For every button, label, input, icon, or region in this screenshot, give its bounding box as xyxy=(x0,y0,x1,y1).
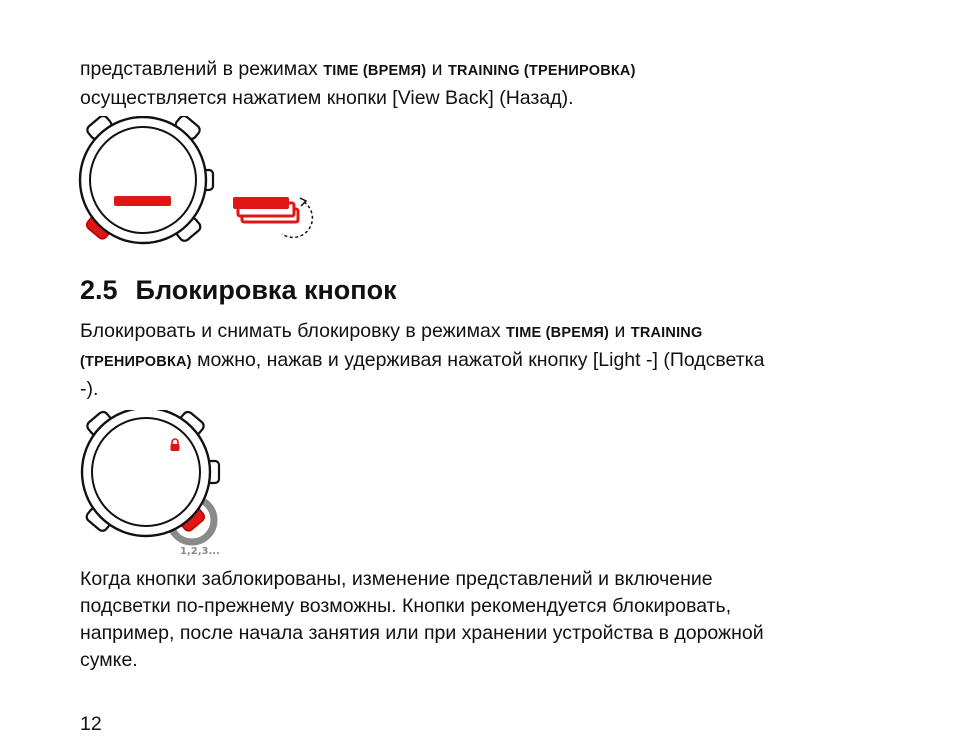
lock-info-paragraph: Когда кнопки заблокированы, изменение представлений и включение подсветки по-прежнему возможны. Кнопки рекомендуется блокировать, например, после начала занятия или при хранении устройства в дорожной сумке. xyxy=(80,568,764,671)
mode-training-label: TRAINING (ТРЕНИРОВКА) xyxy=(448,63,636,79)
section-number: 2.5 xyxy=(80,275,118,305)
lock-paragraph: Блокировать и снимать блокировку в режимах TIME (ВРЕМЯ) и TRAINING (ТРЕНИРОВКА) можно, нажав и удерживая нажатой кнопку [Light -] (Подсветка -). xyxy=(80,320,765,400)
display-bar xyxy=(114,196,171,206)
press-count-label: 1,2,3... xyxy=(180,546,220,557)
watch-lock-illustration xyxy=(78,410,268,560)
page-number: 12 xyxy=(80,713,102,735)
watch-face xyxy=(92,418,200,526)
intro-paragraph: представлений в режимах TIME (ВРЕМЯ) и TRAINING (ТРЕНИРОВКА) осуществляется нажатием кнопки [View Back] (Назад). xyxy=(80,58,636,109)
section-title: Блокировка кнопок xyxy=(135,275,397,305)
watch-view-back-illustration xyxy=(76,116,336,246)
watch-face xyxy=(90,127,196,233)
mode-time-label: TIME (ВРЕМЯ) xyxy=(323,63,427,79)
view-stack-icon xyxy=(233,197,298,222)
section-heading xyxy=(80,272,397,308)
